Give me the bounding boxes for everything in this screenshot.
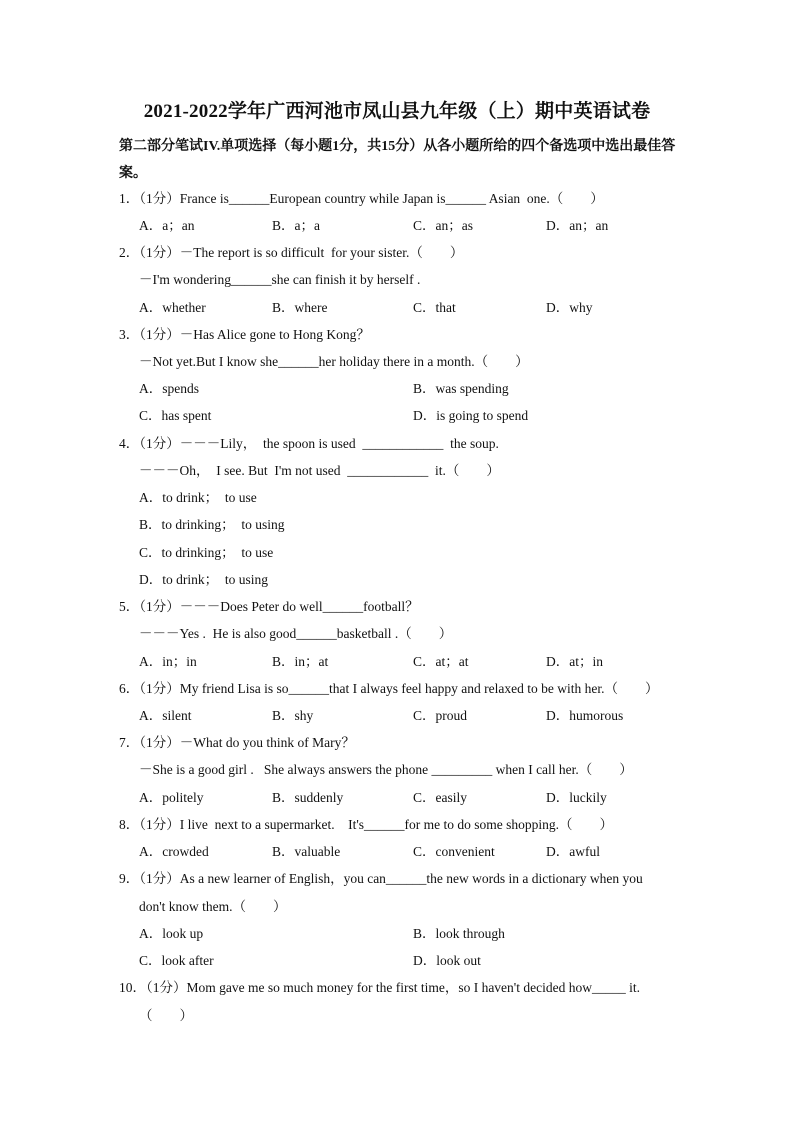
q1-option-a[interactable]: A．a；an xyxy=(139,218,195,233)
question-9-stem: 9．（1分）As a new learner of English，you can______the new words in a dictionary when you xyxy=(119,871,643,886)
q6-option-b[interactable]: B．shy xyxy=(272,708,314,723)
question-10-stem-line2: （ ） xyxy=(139,1008,193,1023)
q8-option-c[interactable]: C．convenient xyxy=(413,844,495,859)
q3-option-d[interactable]: D．is going to spend xyxy=(413,408,529,423)
question-2-stem: 2．（1分）－The report is so difficult for your sister.（ ） xyxy=(119,245,464,260)
q9-option-b[interactable]: B．look through xyxy=(413,926,505,941)
q4-option-a[interactable]: A．to drink； to use xyxy=(139,490,257,505)
question-5-stem: 5．（1分）－－－Does Peter do well______football？ xyxy=(119,599,419,614)
q3-option-b[interactable]: B．was spending xyxy=(413,381,509,396)
q1-option-c[interactable]: C．an；as xyxy=(413,218,473,233)
q6-option-c[interactable]: C．proud xyxy=(413,708,467,723)
question-4-stem-line2: －－－Oh， I see. But I'm not used ____________ it.（ ） xyxy=(139,463,500,478)
question-7-stem-line2: －She is a good girl . She always answers the phone _________ when I call her.（ ） xyxy=(139,762,633,777)
q9-option-d[interactable]: D．look out xyxy=(413,953,481,968)
question-5-stem-line2: －－－Yes . He is also good______basketball .（ ） xyxy=(139,626,453,641)
question-7-stem: 7．（1分）－What do you think of Mary？ xyxy=(119,735,355,750)
q7-option-c[interactable]: C．easily xyxy=(413,790,467,805)
question-8-stem: 8．（1分）I live next to a supermarket. It's______for me to do some shopping.（ ） xyxy=(119,817,613,832)
q7-option-a[interactable]: A．politely xyxy=(139,790,204,805)
q2-option-d[interactable]: D．why xyxy=(546,300,593,315)
q8-option-a[interactable]: A．crowded xyxy=(139,844,209,859)
question-6-stem: 6．（1分）My friend Lisa is so______that I always feel happy and relaxed to be with her.（ ） xyxy=(119,681,659,696)
q8-option-d[interactable]: D．awful xyxy=(546,844,600,859)
q1-option-d[interactable]: D．an；an xyxy=(546,218,609,233)
q7-option-d[interactable]: D．luckily xyxy=(546,790,607,805)
exam-title: 2021-2022学年广西河池市凤山县九年级（上）期中英语试卷 xyxy=(143,101,651,122)
question-10-stem: 10．（1分）Mom gave me so much money for the first time，so I haven't decided how_____ it. xyxy=(119,980,640,995)
question-3-stem: 3．（1分）－Has Alice gone to Hong Kong？ xyxy=(119,327,370,342)
section-instructions: 第二部分笔试IV.单项选择（每小题1分，共15分）从各小题所给的四个备选项中选出最佳答案。 xyxy=(119,139,676,181)
q8-option-b[interactable]: B．valuable xyxy=(272,844,341,859)
q5-option-a[interactable]: A．in；in xyxy=(139,654,197,669)
q1-option-b[interactable]: B．a；a xyxy=(272,218,320,233)
q4-option-d[interactable]: D．to drink； to using xyxy=(139,572,269,587)
q9-option-c[interactable]: C．look after xyxy=(139,953,214,968)
question-4-stem: 4．（1分）－－－Lily， the spoon is used ____________ the soup. xyxy=(119,436,499,451)
q4-option-c[interactable]: C．to drinking； to use xyxy=(139,545,274,560)
q5-option-d[interactable]: D．at；in xyxy=(546,654,603,669)
q6-option-d[interactable]: D．humorous xyxy=(546,708,624,723)
q5-option-c[interactable]: C．at；at xyxy=(413,654,469,669)
q4-option-b[interactable]: B．to drinking； to using xyxy=(139,517,285,532)
question-1-stem: 1．（1分）France is______European country while Japan is______ Asian one.（ ） xyxy=(119,191,604,206)
q5-option-b[interactable]: B．in；at xyxy=(272,654,329,669)
question-3-stem-line2: －Not yet.But I know she______her holiday there in a month.（ ） xyxy=(139,354,529,369)
q3-option-a[interactable]: A．spends xyxy=(139,381,199,396)
question-2-stem-line2: －I'm wondering______she can finish it by herself . xyxy=(139,272,421,287)
q2-option-c[interactable]: C．that xyxy=(413,300,456,315)
q6-option-a[interactable]: A．silent xyxy=(139,708,192,723)
q2-option-b[interactable]: B．where xyxy=(272,300,328,315)
q7-option-b[interactable]: B．suddenly xyxy=(272,790,344,805)
q2-option-a[interactable]: A．whether xyxy=(139,300,206,315)
q3-option-c[interactable]: C．has spent xyxy=(139,408,212,423)
q9-option-a[interactable]: A．look up xyxy=(139,926,204,941)
question-9-stem-line2: don't know them.（ ） xyxy=(139,899,287,914)
